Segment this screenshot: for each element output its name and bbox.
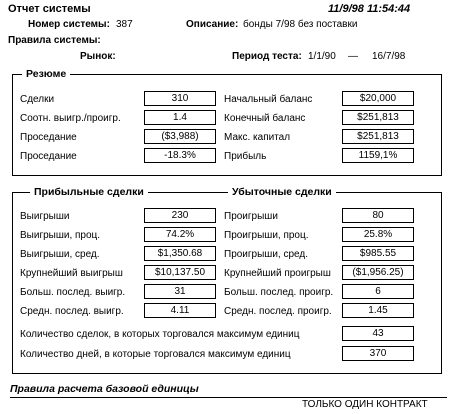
summary-label: Макс. капитал xyxy=(224,132,291,143)
footer-divider xyxy=(10,397,447,398)
summary-label: Начальный баланс xyxy=(224,94,313,105)
report-title: Отчет системы xyxy=(8,3,91,15)
profit-value: 31 xyxy=(144,284,216,299)
market-label: Рынок: xyxy=(80,51,116,62)
description-value: бонды 7/98 без поставки xyxy=(243,19,358,30)
test-period-end: 16/7/98 xyxy=(372,51,406,62)
max-units-days-value: 370 xyxy=(342,346,414,361)
loss-value: 80 xyxy=(342,208,414,223)
profit-trades-legend: Прибыльные сделки xyxy=(30,186,148,198)
profit-label: Выигрыши, проц. xyxy=(20,230,101,241)
loss-value: 25.8% xyxy=(342,227,414,242)
summary-value: 310 xyxy=(144,91,216,106)
loss-trades-legend: Убыточные сделки xyxy=(228,186,336,198)
summary-value: ($3,988) xyxy=(144,129,216,144)
base-unit-rules-title: Правила расчета базовой единицы xyxy=(10,383,199,395)
system-rules-label: Правила системы: xyxy=(8,35,101,46)
profit-label: Выигрыши xyxy=(20,211,70,222)
max-units-trades-label: Количество сделок, в которых торговался максимум единиц xyxy=(20,329,300,340)
loss-value: $985.55 xyxy=(342,246,414,261)
profit-value: 230 xyxy=(144,208,216,223)
max-units-days-label: Количество дней, в которые торговался максимум единиц xyxy=(20,349,291,360)
loss-label: Больш. послед. проигр. xyxy=(224,287,334,298)
loss-value: 6 xyxy=(342,284,414,299)
profit-label: Больш. послед. выигр. xyxy=(20,287,126,298)
summary-label: Проседание xyxy=(20,151,77,162)
loss-value: ($1,956.25) xyxy=(342,265,414,280)
summary-label: Прибыль xyxy=(224,151,267,162)
summary-value: 1159,1% xyxy=(342,148,414,163)
loss-value: 1.45 xyxy=(342,303,414,318)
profit-value: $1,350.68 xyxy=(144,246,216,261)
profit-value: 4.11 xyxy=(144,303,216,318)
report-datetime: 11/9/98 11:54:44 xyxy=(328,3,411,15)
profit-label: Крупнейший выигрыш xyxy=(20,268,123,279)
one-contract-note: ТОЛЬКО ОДИН КОНТРАКТ xyxy=(302,399,428,410)
loss-label: Проигрыши xyxy=(224,211,278,222)
summary-legend: Резюме xyxy=(22,68,70,80)
loss-label: Средн. послед. проигр. xyxy=(224,306,332,317)
max-units-trades-value: 43 xyxy=(342,326,414,341)
loss-label: Проигрыши, проц. xyxy=(224,230,309,241)
test-period-start: 1/1/90 xyxy=(308,51,336,62)
summary-value: -18.3% xyxy=(144,148,216,163)
summary-value: $251,813 xyxy=(342,110,414,125)
profit-label: Средн. послед. выигр. xyxy=(20,306,124,317)
system-number-value: 387 xyxy=(116,19,133,30)
loss-label: Крупнейший проигрыш xyxy=(224,268,331,279)
summary-label: Соотн. выигр./проигр. xyxy=(20,113,121,124)
profit-value: 74.2% xyxy=(144,227,216,242)
summary-label: Сделки xyxy=(20,94,55,105)
system-number-label: Номер системы: xyxy=(28,19,110,30)
summary-value: $251,813 xyxy=(342,129,414,144)
loss-label: Проигрыши, сред. xyxy=(224,249,308,260)
profit-label: Выигрыши, сред. xyxy=(20,249,100,260)
summary-label: Конечный баланс xyxy=(224,113,306,124)
summary-value: $20,000 xyxy=(342,91,414,106)
description-label: Описание: xyxy=(186,19,239,30)
profit-value: $10,137.50 xyxy=(144,265,216,280)
test-period-dash: — xyxy=(348,51,358,62)
summary-label: Проседание xyxy=(20,132,77,143)
test-period-label: Период теста: xyxy=(232,51,302,62)
summary-value: 1.4 xyxy=(144,110,216,125)
